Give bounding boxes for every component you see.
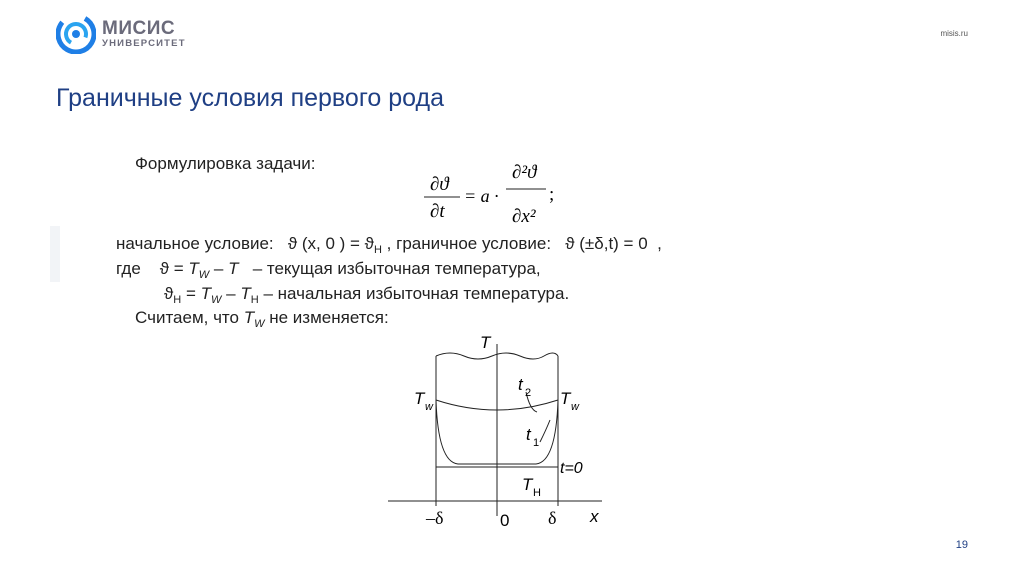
th-sub: Н	[250, 294, 259, 306]
assumption-line	[135, 308, 389, 330]
misis-logo-icon	[56, 14, 96, 54]
t2-label: t	[518, 375, 523, 394]
slide-title: Граничные условия первого рода	[56, 84, 445, 112]
formula-end: ;	[549, 184, 555, 205]
th-label: T	[522, 475, 533, 494]
equals-sign: =	[185, 284, 196, 303]
theta-h-sub: Н	[173, 294, 182, 306]
boundary-condition-label: , граничное условие:	[386, 234, 552, 253]
formula-num-left: ∂ϑ	[430, 174, 449, 195]
tw-sub: W	[198, 269, 210, 281]
formula-num-right: ∂²ϑ	[512, 162, 537, 183]
logo-subtitle: УНИВЕРСИТЕТ	[102, 38, 186, 50]
assumption-text: Считаем, что	[135, 308, 239, 327]
site-link[interactable]: misis.ru	[940, 29, 968, 38]
assumption-tail: не изменяется:	[269, 308, 389, 327]
t2-sub: 2	[525, 387, 532, 399]
initial-temp-desc: – начальная избыточная температура.	[263, 284, 570, 303]
heat-equation-formula	[418, 160, 558, 232]
tw-sub-2: W	[211, 294, 222, 306]
th-sub: Н	[533, 487, 541, 499]
initial-condition-expr: ϑ (x, 0 ) = ϑ	[287, 234, 374, 253]
axis-t-label: T	[480, 333, 491, 352]
theta-symbol: ϑ =	[159, 259, 184, 278]
side-decoration	[50, 226, 60, 282]
page-number: 19	[955, 539, 968, 551]
formulation-label: Формулировка задачи:	[135, 154, 316, 173]
university-logo	[56, 14, 186, 54]
delta-label: δ	[548, 508, 557, 528]
initial-condition-sub: Н	[373, 244, 382, 256]
t1-label: t	[526, 425, 531, 444]
initial-temp-line	[164, 284, 569, 306]
where-label: где	[116, 259, 141, 278]
minus-delta-label: –δ	[426, 508, 444, 528]
zero-label: 0	[500, 511, 510, 530]
tw-right-label: T	[560, 389, 571, 408]
t-zero-label: t=0	[560, 460, 583, 477]
axis-x-label: x	[590, 507, 599, 526]
initial-condition-label: начальное условие:	[116, 234, 274, 253]
th-symbol: T	[240, 284, 251, 303]
t1-sub: 1	[533, 437, 540, 449]
temperature-profile-diagram	[380, 330, 610, 530]
conditions-line	[116, 234, 662, 256]
tw-symbol-3: T	[243, 308, 255, 327]
tw-left-sub: w	[425, 401, 433, 413]
logo-name: МИСИС	[102, 18, 176, 40]
t1-leader	[540, 420, 550, 442]
tw-symbol: T	[188, 259, 199, 278]
theta-h-symbol: ϑ	[164, 284, 174, 303]
tw-right-sub: w	[571, 401, 579, 413]
tw-sub-3: W	[254, 318, 265, 330]
formula-den-left: ∂t	[430, 201, 445, 222]
formula-eq-a: = a ·	[464, 186, 499, 206]
minus-sign: –	[213, 259, 224, 278]
formula-den-right: ∂x²	[512, 206, 536, 227]
minus-sign-2: –	[226, 284, 236, 303]
current-temp-desc: – текущая избыточная температура,	[252, 259, 541, 278]
t-symbol: T	[228, 259, 239, 278]
line1-comma: ,	[657, 234, 662, 253]
boundary-condition-expr: ϑ (±δ,t) = 0	[565, 234, 648, 253]
current-temp-line	[116, 259, 541, 281]
tw-left-label: T	[414, 389, 425, 408]
tw-symbol-2: T	[200, 284, 212, 303]
